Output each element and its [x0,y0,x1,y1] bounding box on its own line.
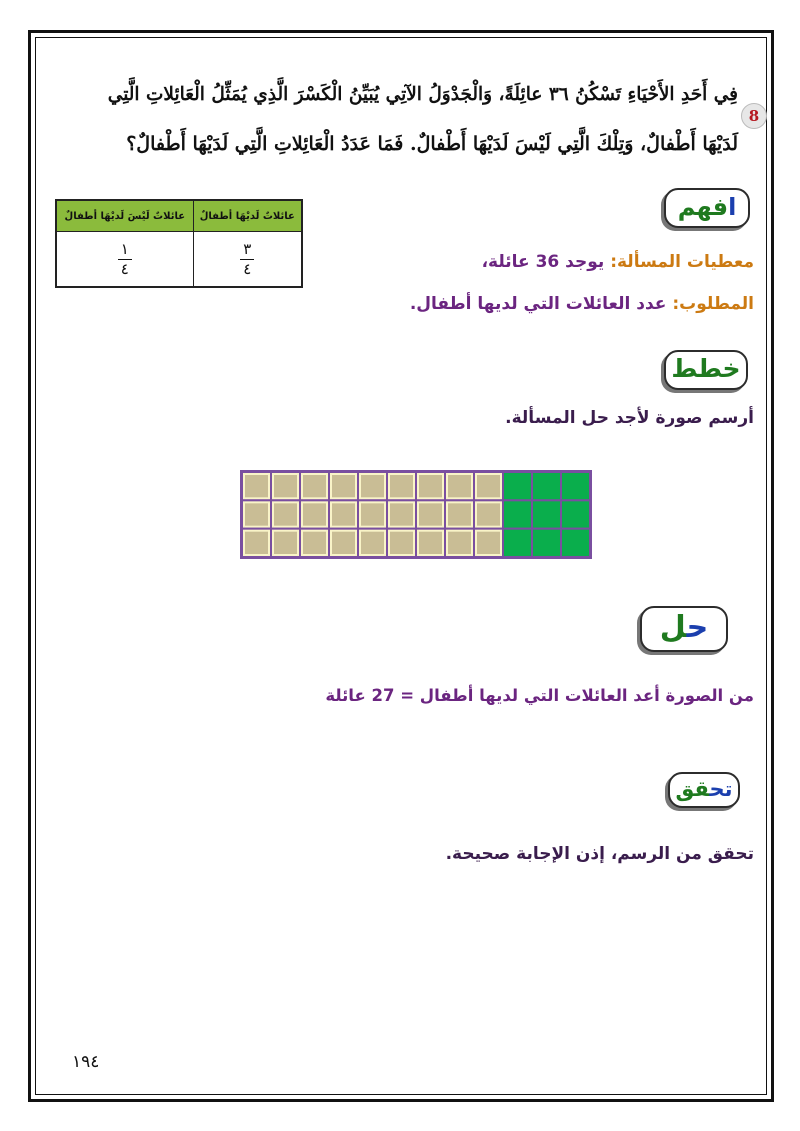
grid-cell-fill [506,475,529,497]
plan-text: أرسم صورة لأجد حل المسألة. [505,408,754,428]
grid-cell-fill [361,532,384,554]
table-header-without-children: عائلاتٌ لَيْسَ لَديْهَا أطفالٌ [56,200,193,232]
grid-cell-fill [419,532,442,554]
grid-cell-fill [477,475,500,497]
solve-badge-part2: ل [659,610,687,645]
grid-cell-fill [448,532,471,554]
solve-text: من الصورة أعد العائلات التي لديها أطفال = 27 عائلة [325,686,754,705]
grid-cell-fill [303,532,326,554]
grid-cell-fill [245,532,268,554]
solve-badge [640,606,728,652]
grid-cell-fill [506,503,529,525]
grid-cell-fill [390,532,413,554]
plan-badge-label: خطط [671,354,741,383]
required-label: المطلوب: [672,294,754,314]
grid-cell-fill [564,475,587,497]
grid-cell-fill [274,503,297,525]
fraction-numerator: ١ [120,239,129,258]
grid-cell-fill [448,475,471,497]
understand-badge [664,188,750,228]
givens-label: معطيات المسألة: [610,252,754,272]
grid-cell-fill [361,503,384,525]
grid-cell-fill [274,532,297,554]
grid-cell-fill [477,532,500,554]
required-line [410,294,754,314]
fraction-denominator: ٤ [243,259,252,278]
fraction-numerator: ٣ [243,239,252,258]
grid-cell-fill [303,503,326,525]
grid-cell-fill [564,532,587,554]
grid-cell-fill [564,503,587,525]
table-cell-without-children [56,232,193,288]
check-text: تحقق من الرسم، إذن الإجابة صحيحة. [445,844,754,864]
grid-cell-fill [535,475,558,497]
fraction-one-quarter [118,241,132,278]
check-badge [668,772,740,808]
givens-line [482,252,754,272]
grid-cell-fill [535,532,558,554]
grid-cell-fill [506,532,529,554]
grid-cell-fill [390,503,413,525]
grid-cell-fill [332,503,355,525]
table-header-with-children: عائلاتٌ لَديْهَا أطفالٌ [193,200,302,232]
grid-cell-fill [245,503,268,525]
grid-cell-fill [390,475,413,497]
grid-cell-fill [419,503,442,525]
solve-badge-part1: ح [686,610,709,645]
grid-cell-fill [274,475,297,497]
fraction-denominator: ٤ [120,259,129,278]
families-drawing [240,470,592,559]
grid-cell-fill [332,532,355,554]
understand-badge-part1: ا [728,193,737,221]
understand-badge-part2: فهم [677,193,729,221]
grid-cell-fill [419,475,442,497]
table-cell-with-children [193,232,302,288]
question-line-2: لَدَيْهَا أَطْفالٌ، وَتِلْكَ الَّتِي لَيْسَ لَدَيْهَا أَطْفالٌ. فَمَا عَدَدُ الْعَائِلاتِ الَّتِي لَدَيْهَا أَطْفالٌ؟ [126,133,738,155]
grid-cell-fill [448,503,471,525]
page-number: ١٩٤ [72,1052,100,1072]
grid-cell-fill [361,475,384,497]
question-line-1: فِي أَحَدِ الأَحْيَاءِ تَسْكُنُ ٣٦ عائِلَةً، وَالْجَدْوَلُ الآتِي يُبَيِّنُ الْكَسْرَ الَّذِي يُمَثِّلُ الْعَائِلاتِ الَّتِي [107,84,738,105]
grid-cell-fill [535,503,558,525]
families-grid [242,472,590,557]
page-border-inner [35,37,767,1095]
grid-cell-fill [245,475,268,497]
givens-text: يوجد 36 عائلة، [481,252,611,272]
fraction-three-quarters [240,241,254,278]
required-text: عدد العائلات التي لديها أطفال. [409,294,673,314]
grid-cell-fill [332,475,355,497]
grid-cell-fill [303,475,326,497]
grid-cell-fill [477,503,500,525]
check-badge-part2: قق [675,777,710,801]
check-badge-part1: تح [709,777,733,801]
givens-table [55,199,303,288]
question-number-badge: 8 [741,103,767,129]
plan-badge [664,350,748,390]
